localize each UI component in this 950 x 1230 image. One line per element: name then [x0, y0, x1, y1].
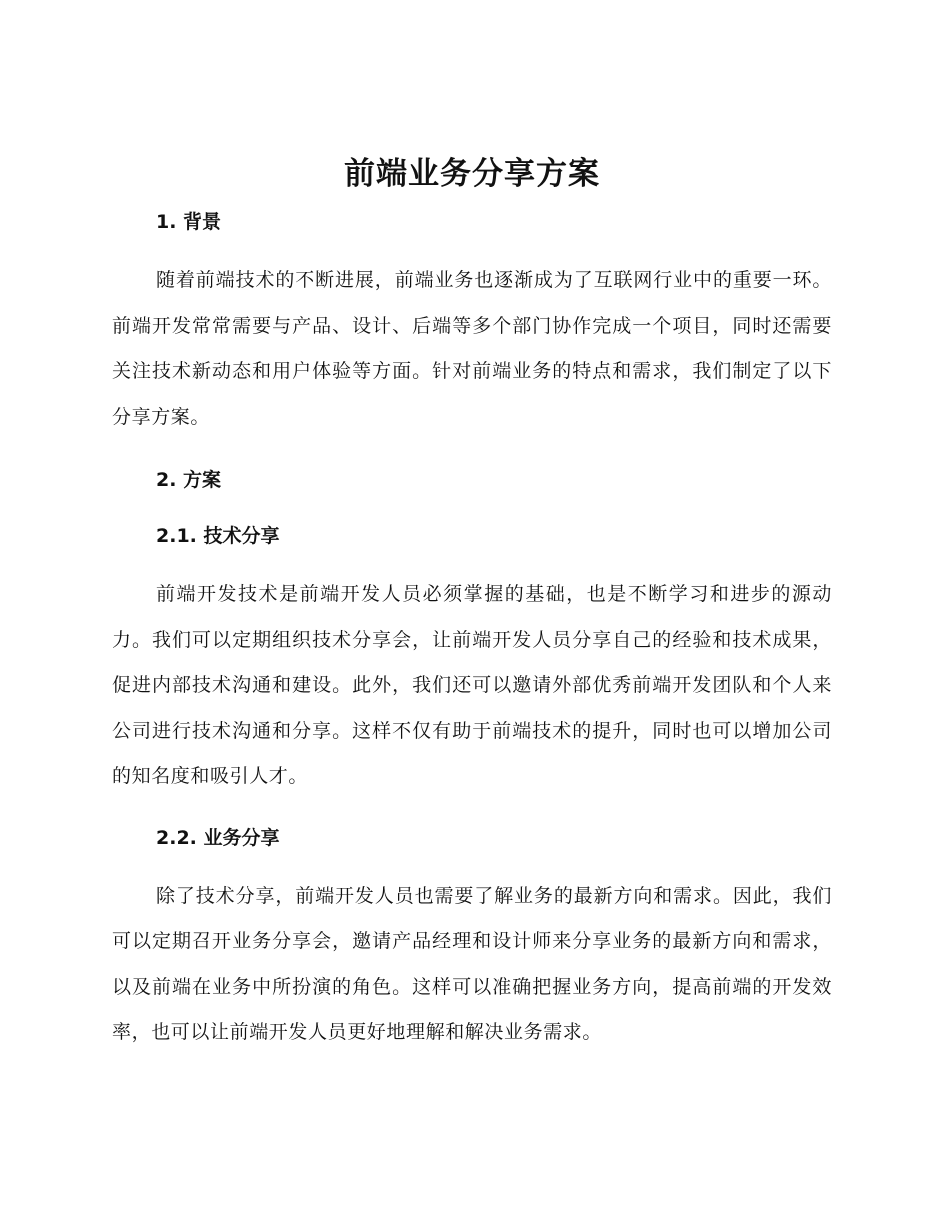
section-heading-background: 1. 背景: [156, 211, 222, 233]
section-paragraph-background: 随着前端技术的不断进展，前端业务也逐渐成为了互联网行业中的重要一环。前端开发常常需要与产品、设计、后端等多个部门协作完成一个项目，同时还需要关注技术新动态和用户体验等方面。针对前端业务的特点和需求，我们制定了以下分享方案。: [112, 269, 832, 428]
section-paragraph-business-sharing: 除了技术分享，前端开发人员也需要了解业务的最新方向和需求。因此，我们可以定期召开业务分享会，邀请产品经理和设计师来分享业务的最新方向和需求，以及前端在业务中所扮演的角色。这样可以准确把握业务方向，提高前端的开发效率，也可以让前端开发人员更好地理解和解决业务需求。: [112, 884, 832, 1043]
section-heading-tech-sharing: 2.1. 技术分享: [156, 525, 280, 547]
section-heading-plan: 2. 方案: [156, 469, 222, 491]
document-title: 前端业务分享方案: [344, 156, 600, 192]
section-paragraph-tech-sharing: 前端开发技术是前端开发人员必须掌握的基础，也是不断学习和进步的源动力。我们可以定期组织技术分享会，让前端开发人员分享自己的经验和技术成果，促进内部技术沟通和建设。此外，我们还可以邀请外部优秀前端开发团队和个人来公司进行技术沟通和分享。这样不仅有助于前端技术的提升，同时也可以增加公司的知名度和吸引人才。: [112, 583, 832, 787]
document-page: [112, 148, 832, 1056]
section-heading-business-sharing: 2.2. 业务分享: [156, 826, 280, 849]
